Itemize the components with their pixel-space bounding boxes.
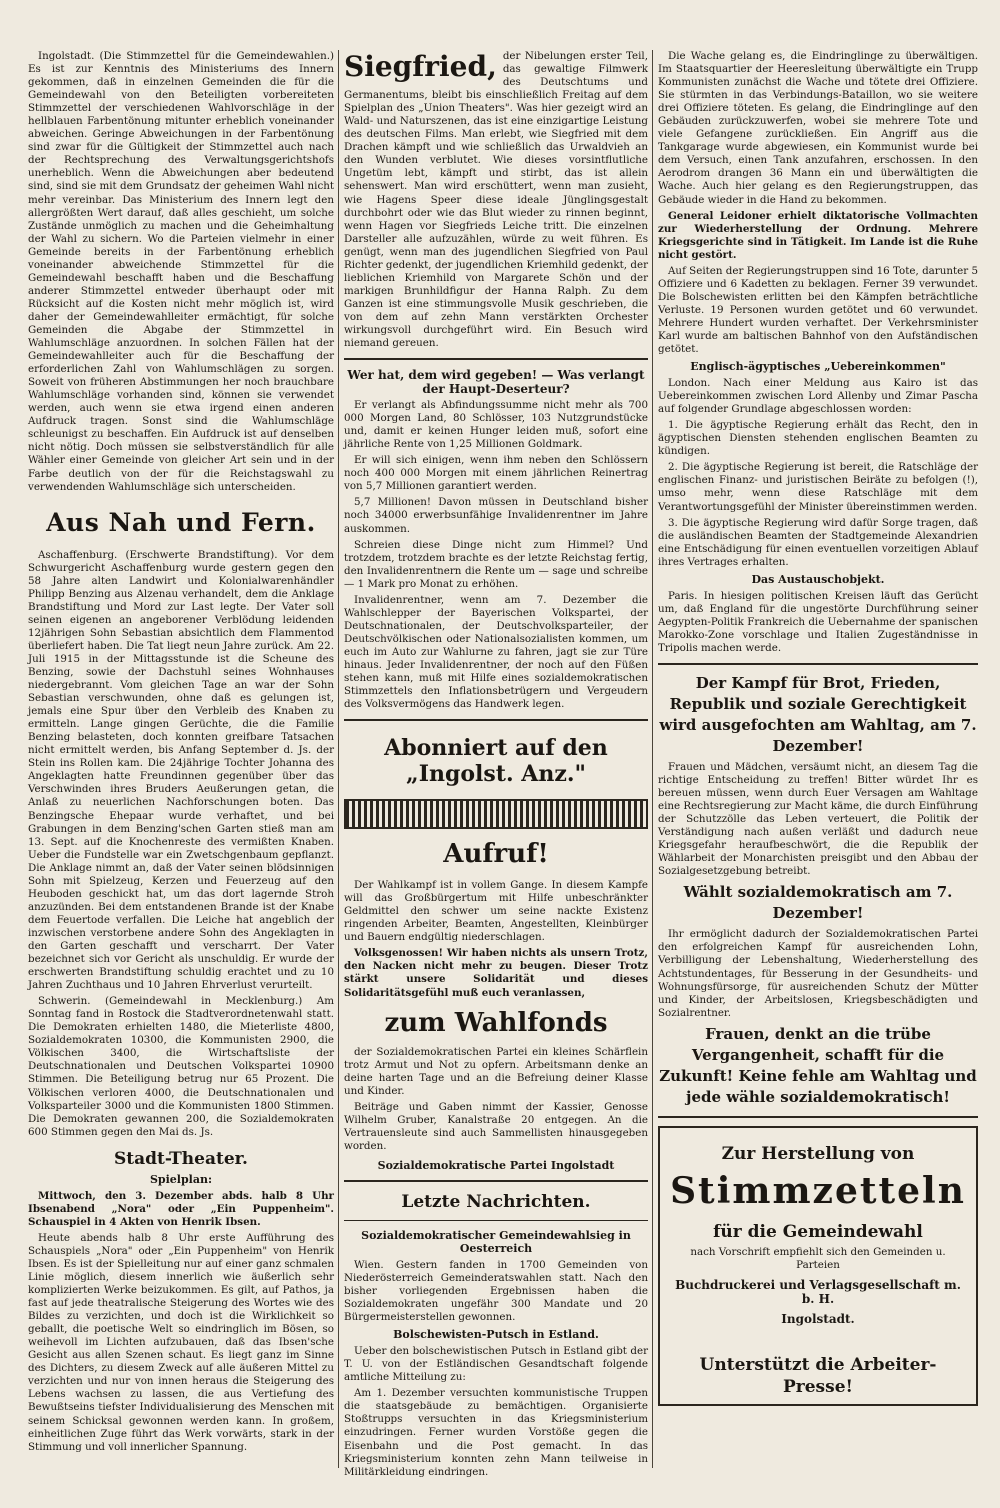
egypt-heading: Englisch-ägyptisches „Uebereinkommen" — [690, 360, 946, 374]
article-stimmzettel: Ingolstadt. (Die Stimmzettel für die Gemeindewahlen.) Es ist zur Kenntnis des Ministeriums des Innern gekommen, daß in einzelnen Gemeinden die für die Gemeindewahl von den Beteiligten vorbereiteten Stimmzettel der verschiedenen Wahlvorschläge in der hellblauen Farbentönung mitunter erheblich voneinander abweichen. Geringe Abweichungen in der Farbentönung sind zwar für die Gültigkeit der Stimmzettel auch nach der Rechtsprechung des Verwaltungsgerichtshofs unerheblich. Wenn die Abweichungen aber bedeutend sind, sind sie mit dem Grundsatz der geheimen Wahl nicht mehr vereinbar. Das Ministerium des Innern legt den allergrößten Wert darauf, daß alles geschieht, um solche Zustände unmöglich zu machen und die Geheimhaltung der Wahl zu sichern. Wo die Parteien vielmehr in einer Gemeinde bereits in der Farbentönung erheblich voneinander abweichende Stimmzettel für die Gemeindewahl beschafft haben und die Beschaffung anderer Stimmzettel entweder überhaupt oder mit Rücksicht auf die Kosten nicht mehr möglich ist, wird daher der Gemeindewahlleiter ermächtigt, für solche Gemeinden die Abgabe der Stimmzettel in Wahlumschläge anzuordnen. In solchen Fällen hat der Gemeindewahlleiter auch für die Beschaffung der erforderlichen Zahl von Wahlumschlägen zu sorgen. Soweit von früheren Abstimmungen her noch brauchbare Wahlumschläge vorhanden sind, können sie verwendet werden, auch wenn sie etwa irgend einen anderen Aufdruck tragen. Sonst sind die Wahlumschläge schleunigst zu beschaffen. Ein Aufdruck ist auf denselben nicht nötig. Doch müssen sie selbstverständlich für alle Wähler einer Gemeinde von gleicher Art sein und in der Farbe deutlich von der für die Reichstagswahl zu verwendenden Wahlumschläge sich unterscheiden. — [28, 50, 334, 493]
ad-arbeiter-presse: Unterstützt die Arbeiter-Presse! — [699, 1354, 937, 1397]
column-middle — [344, 50, 648, 1478]
siegfried-text: der Nibelungen erster Teil, das gewaltige Filmwerk des Deutschtums und Germanentums, bleibt bis einschließlich Freitag auf dem Spielplan des „Union Theaters". Was hier gezeigt wird an Wald- und Naturszenen, das ist eine einzigartige Leistung des deutschen Films. Man erlebt, wie Siegfried mit dem Drachen kämpft und wie schließlich das Urwaldvieh an den Wunden verblutet. Wie dieses vorsintflutliche Ungetüm lebt, kämpft und stirbt, das ist allein sehenswert. Man wird erschüttert, wenn man zusieht, wie Hagens Speer diese ideale Jünglingsgestalt durchbohrt oder wie das Blut wieder zu rinnen beginnt, wenn Hagen vor Siegfrieds Leiche tritt. Die einzelnen Darsteller alle aufzuzählen, würde zu weit führen. Es genügt, wenn man des jugendlichen Siegfried von Paul Richter gedenkt, der jugendlichen Kriemhild gedenkt, der lieblichen Kriemhild von Margarete Schön und der markigen Brunhildfigur der Hanna Ralph. Zu dem Ganzen ist eine stimmungsvolle Musik geschrieben, die von dem auf zehn Mann verstärkten Orchester wirkungsvoll durchgeführt wird. Ein Besuch wird niemand gereuen. — [344, 50, 648, 350]
deserteur-p4: Schreien diese Dinge nicht zum Himmel? Und trotzdem, trotzdem brachte es der letzte Reichstag fertig, den Invalidenrentnern die Rente um — sage und schreibe — 1 Mark pro Monat zu erhöhen. — [344, 538, 648, 590]
deserteur-p1: Er verlangt als Abfindungssumme nicht mehr als 700 000 Morgen Land, 80 Schlösser, 103 Nutzgrundstücke und, damit er keinen Hunger leiden muß, sofort eine jährliche Rente von 1,25 Millionen Goldmark. — [344, 399, 648, 451]
deserteur-heading: Wer hat, dem wird gegeben! — Was verlangt der Haupt-Deserteur? — [347, 368, 645, 397]
ad-gemeindewahl: für die Gemeindewahl — [713, 1221, 923, 1242]
article-aschaffenburg: Aschaffenburg. (Erschwerte Brandstiftung). Vor dem Schwurgericht Aschaffenburg wurde gestern gegen den 58 Jahre alten Landwirt und Kolonialwarenhändler Philipp Benzing aus Alzenau verhandelt, dem die Anklage Brandstiftung und Mord zur Last legte. Der Vater soll seinen eigenen an angeborener Verblödung leidenden 12jährigen Sohn Sebastian absichtlich dem Flammentod überliefert haben. Die Tat liegt neun Jahre zurück. Am 22. Juli 1915 in der Mittagsstunde ist die Scheune des Benzing, sowie der Dachstuhl seines Wohnhauses niedergebrannt. Vom gleichen Tage an war der Sohn Sebastian verschwunden, ohne daß es gelungen ist, jemals eine Spur über den Verbleib des Knaben zu ermitteln. Lange gingen Gerüchte, die die Familie Benzing belasteten, doch konnten greifbare Tatsachen nicht ermittelt werden, bis Anfang September d. Js. der Stein ins Rollen kam. Die 24jährige Tochter Johanna des Angeklagten hatte Freundinnen gegenüber über das Verschwinden ihres Bruders Aeußerungen getan, die Anlaß zu neuerlichen Nachforschungen boten. Das Benzingsche Ehepaar wurde verhaftet, und bei Grabungen in dem Benzing'schen Garten stieß man am 13. Sept. auf die Knochenreste des vermißten Knaben. Ueber die Fundstelle war ein Zwetschgenbaum gepflanzt. Die Anklage nimmt an, daß der Vater seinen blödsinnigen Sohn mit Spielzeug, Kerzen und Feuerzeug auf den Heuboden geschickt hat, um das dort lagernde Stroh anzuzünden. Bei dem entstandenen Brande ist der Knabe dem Feuertode verfallen. Die Leiche hat angeblich der inzwischen verstorbene andere Sohn des Angeklagten in den Garten geschafft und verscharrt. Der Vater bezeichnet sich vor Gericht als unschuldig. Er wurde der erschwerten Brandstiftung schuldig erachtet und zu 10 Jahren Zuchthaus und 10 Jahren Ehrverlust verurteilt. — [28, 548, 334, 992]
kampf-p2: Ihr ermöglicht dadurch der Sozialdemokratischen Partei den erfolgreichen Kampf für ausreichenden Lohn, Verbilligung der Lebenshaltung, Wiederherstellung des Achtstundentages, für Besserung in der Gesundheits- und Wohnungsfürsorge, für ausreichenden Schutz der Mütter und Kinder, der Arbeitslosen, Kriegsbeschädigten und Sozialrentner. — [658, 928, 978, 1019]
section-heading-aus-nah-und-fern: Aus Nah und Fern. — [46, 507, 316, 537]
subscription-banner: Abonniert auf den „Ingolst. Anz." — [384, 735, 608, 788]
oesterreich-text: Wien. Gestern fanden in 1700 Gemeinden von Niederösterreich Gemeinderatswahlen statt. Nach den bisher vorliegenden Ergebnissen haben die Sozialdemokraten ungefähr 300 Mandate und 20 Bürgermeisterstellen gewonnen. — [344, 1258, 648, 1324]
aufruf-p1: Der Wahlkampf ist in vollem Gange. In diesem Kampfe will das Großbürgertum mit Hilfe unbeschränkter Geldmittel den schwer um seine nackte Existenz ringenden Arbeiter, Beamten, Angestellten, Kleinbürger und Bauern endgültig niederschlagen. — [344, 879, 648, 944]
ad-druckerei: Buchdruckerei und Verlagsgesellschaft m. b. H. — [675, 1277, 961, 1306]
deserteur-p5: Invalidenrentner, wenn am 7. Dezember die Wahlschlepper der Bayerischen Volkspartei, der Deutschnationalen, der Deutschvolksparteiler, der Deutschvölkischen oder Nationalsozialisten kommen, um euch im Auto zur Wahlurne zu fahren, jagt sie zur Türe hinaus. Jeder Invalidenrentner, der noch auf den Füßen stehen kann, muß mit Hilfe eines sozialdemokratischen Stimmzettels den Inflationsbetrügern und Vergeudern des Volksvermögens das Handwerk legen. — [344, 593, 648, 711]
estland-losses: Auf Seiten der Regierungstruppen sind 16 Tote, darunter 5 Offiziere und 6 Kadetten zu beklagen. Ferner 39 verwundet. Die Bolschewisten erlitten bei den Kämpfen beträchtliche Verluste. 19 Personen wurden getötet und 60 verwundet. Mehrere Hundert wurden verhaftet. Der Verkehrsminister Karl wurde am baltischen Bahnhof von den Aufständischen getötet. — [658, 264, 978, 356]
ad-stimmzetteln: Stimmzetteln — [670, 1169, 966, 1212]
egypt-p3: 2. Die ägyptische Regierung ist bereit, die Ratschläge der englischen Finanz- und juristischen Beiräte zu befolgen (!), umso mehr, wenn diese Ratschläge mit dem Verantwortungsgefühl der Minister übereinstimmen werden. — [658, 461, 978, 513]
aufruf-signature: Sozialdemokratische Partei Ingolstadt — [377, 1158, 615, 1172]
article-schwerin: Schwerin. (Gemeindewahl in Mecklenburg.) Am Sonntag fand in Rostock die Stadtverordnetenwahl statt. Die Demokraten erhielten 1480, die Mieterliste 4800, Sozialdemokraten 10300, die Kommunisten 2900, die Völkischen 3400, die Wirtschaftsliste der Deutschnationalen und Deutschen Volkspartei 10900 Stimmen. Die Beteiligung betrug nur 65 Prozent. Die Völkischen verloren 4000, die Deutschnationalen und Volksparteiler 3000 und die Kommunisten 1800 Stimmen. Die Demokraten gewannen 200, die Sozialdemokraten 600 Stimmen gegen den Mai ds. Js. — [28, 995, 334, 1138]
spielplan-heading: Spielplan: — [149, 1172, 213, 1186]
estland-p1: Ueber den bolschewistischen Putsch in Estland gibt der T. U. von der Estländischen Gesandtschaft folgende amtliche Mitteilung zu: — [344, 1345, 648, 1384]
estland-heading: Bolschewisten-Putsch in Estland. — [393, 1328, 599, 1342]
divider — [344, 1220, 648, 1221]
kampf-p1: Frauen und Mädchen, versäumt nicht, an diesem Tag die richtige Entscheidung zu treffen! Bitter würdet Ihr es bereuen müssen, wenn durch Euer Versagen am Wahltage eine Rechtsregierung zur Macht käme, die durch Einführung der Schutzzölle das Leben verteuert, die Politik der Verständigung nach außen verläßt und dadurch neue Kriegsgefahr heraufbeschwört, die die Republik der Wählarbeit der Monarchisten preisgibt und den Abbau der Sozialgesetzgebung betreibt. — [658, 760, 978, 878]
theater-review: Heute abends halb 8 Uhr erste Aufführung des Schauspiels „Nora" oder „Ein Puppenheim" von Henrik Ibsen. Es ist der Spielleitung nur auf einer ganz schmalen Linie möglich, diesem innerlich wie äußerlich sehr komplizierten Werke beizukommen. Es gilt, auf Pathos, ja fast auf jede theatralische Steigerung des Wortes wie des Bildes zu verzichten, und doch ist die Wirklichkeit so geballt, die poetische Welt so eindringlich im Bösen, so weihevoll im Lichten aufzubauen, daß das Ibsen'sche Gesicht aus allen Szenen schaut. Es liegt ganz im Sinne des Dichters, zu diesem Zweck auf alle äußeren Mittel zu verzichten und nur von innen heraus die Steigerung des Lebens wachsen zu lassen, die aus Vertiefung des Bewußtseins tiefster Individualisierung des Menschen mit seinem Schicksal gewonnen werden kann. In großem, einheitlichen Zuge führt das Werk vorwärts, stark in der Stimmung und voll innerlicher Spannung. — [28, 1231, 334, 1453]
aufruf-heading: Aufruf! — [443, 839, 549, 870]
aufruf-p3: der Sozialdemokratischen Partei ein kleines Schärflein trotz Armut und Not zu opfern. Arbeitsmann denke an deine harten Tage und an die Befreiung deiner Klasse und Kinder. — [344, 1045, 648, 1097]
estland-leidoner: General Leidoner erhielt diktatorische Vollmachten zur Wiederherstellung der Ordnung. Mehrere Kriegsgerichte sind in Tätigkeit. Im Lande ist die Ruhe nicht gestört. — [658, 209, 978, 261]
divider — [344, 358, 648, 360]
column-left — [28, 50, 334, 1468]
ornament-border — [344, 799, 648, 829]
siegfried-title: Siegfried, — [344, 50, 497, 83]
divider — [344, 1180, 648, 1182]
letzte-nachrichten-heading: Letzte Nachrichten. — [401, 1191, 591, 1212]
oesterreich-heading: Sozialdemokratischer Gemeindewahlsieg in Oesterreich — [361, 1228, 631, 1255]
divider — [658, 1116, 978, 1118]
aufruf-p2: Volksgenossen! Wir haben nichts als unsern Trotz, den Nacken nicht mehr zu beugen. Dieser Trotz stärkt unsere Solidarität und dieses Solidaritätsgefühl muß euch veranlassen, — [344, 947, 648, 999]
frauen-headline: Frauen, denkt an die trübe Vergangenheit, schafft für die Zukunft! Keine fehle am Wahltag und jede wähle sozialdemokratisch! — [659, 1024, 977, 1106]
ad-ort: Ingolstadt. — [781, 1311, 855, 1326]
column-rule — [652, 50, 653, 1468]
wahlfonds-heading: zum Wahlfonds — [384, 1007, 608, 1038]
egypt-p1: London. Nach einer Meldung aus Kairo ist das Uebereinkommen zwischen Lord Allenby und Zimar Pascha auf folgender Grundlage abgeschlossen worden: — [658, 377, 978, 416]
aufruf-p4: Beiträge und Gaben nimmt der Kassier, Genosse Wilhelm Gruber, Kanalstraße 20 entgegen. An die Vertrauensleute sind auch Sammellisten hinausgegeben worden. — [344, 1100, 648, 1152]
estland-continued: Die Wache gelang es, die Eindringlinge zu überwältigen. Im Staatsquartier der Heeresleitung überwältigte ein Trupp Kommunisten zunächst die Wache und tötete drei Offiziere. Sie stürmten in das Verbindungs-Bataillon, wo sie weitere drei Offiziere töteten. Es gelang, die Eindringlinge auf den Gebäuden zurückzuwerfen, wobei sie mehrere Tote und viele Gefangene zurückließen. Ein Angriff aus die Tankgarage wurde abgewiesen, ein Kommunist wurde bei dem Versuch, einen Tank anzufahren, erschossen. In den Aerodrom drangen 36 Mann ein und überwältigten die Wache. Auch hier gelang es den Regierungstruppen, das Gebäude wieder in die Hand zu bekommen. — [658, 50, 978, 206]
theater-heading: Stadt-Theater. — [114, 1148, 248, 1169]
austausch-text: Paris. In hiesigen politischen Kreisen läuft das Gerücht um, daß England für die ungestörte Durchführung seiner Aegypten-Politik Frankreich die Uebernahme der spanischen Marokko-Zone vorschlage und Italien Zugeständnisse in Tripolis machen werde. — [658, 589, 978, 654]
divider — [658, 663, 978, 665]
austausch-heading: Das Austauschobjekt. — [751, 572, 885, 586]
divider — [344, 719, 648, 721]
column-right — [658, 50, 978, 1468]
egypt-p4: 3. Die ägyptische Regierung wird dafür Sorge tragen, daß die ausländischen Beamten der Stadtgemeinde Alexandrien eine Entschädigung für einen eventuellen vorzeitigen Ablauf ihres Vertrages erhalten. — [658, 516, 978, 568]
article-siegfried — [344, 50, 648, 350]
egypt-p2: 1. Die ägyptische Regierung erhält das Recht, den in ägyptischen Diensten stehenden englischen Beamten zu kündigen. — [658, 419, 978, 458]
ad-line-zur: Zur Herstellung von — [721, 1143, 915, 1164]
deserteur-p3: 5,7 Millionen! Davon müssen in Deutschland bisher noch 34000 erwerbsunfähige Invalidenrentner im Jahre auskommen. — [344, 496, 648, 535]
kampf-headline: Der Kampf für Brot, Frieden, Republik und soziale Gerechtigkeit wird ausgefochten am Wahltag, am 7. Dezember! — [659, 673, 977, 755]
column-rule — [338, 50, 339, 1468]
theater-program: Mittwoch, den 3. Dezember abds. halb 8 Uhr Ibsenabend „Nora" oder „Ein Puppenheim". Schauspiel in 4 Akten von Henrik Ibsen. — [28, 1189, 334, 1228]
estland-p2: Am 1. Dezember versuchten kommunistische Truppen die staatsgebäude zu bemächtigen. Organisierte Stoßtrupps versuchten in das Kriegsministerium einzudringen. Ferner wurden Vorstöße gegen die Eisenbahn und die Post gemacht. In das Kriegsministerium konnten zehn Mann teilweise in Militärkleidung eindringen. — [344, 1387, 648, 1478]
ad-vorschrift: nach Vorschrift empfiehlt sich den Gemeinden u. Parteien — [690, 1245, 946, 1271]
stimmzettel-advertisement — [658, 1126, 978, 1406]
deserteur-p2: Er will sich einigen, wenn ihm neben den Schlössern noch 400 000 Morgen mit einem jährlichen Reinertrag von 5,7 Millionen garantiert werden. — [344, 454, 648, 493]
waehlt-headline: Wählt sozialdemokratisch am 7. Dezember! — [683, 883, 953, 923]
